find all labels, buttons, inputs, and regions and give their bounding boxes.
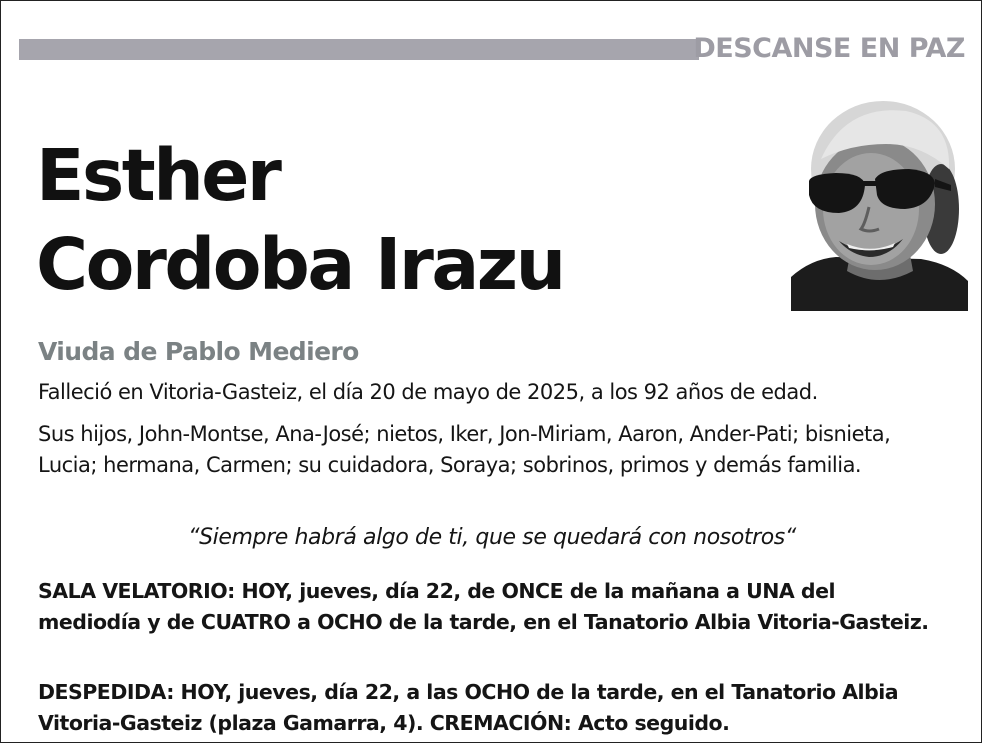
farewell-notice: DESPEDIDA: HOY, jueves, día 22, a las OCHO de la tarde, en el Tanatorio Albia Vitoria-Gasteiz (plaza Gamarra, 4). CREMACIÓN: Acto seguido. <box>38 680 899 735</box>
section-label: DESCANSE EN PAZ <box>693 33 965 64</box>
header-rule <box>19 39 699 60</box>
portrait-photo <box>791 99 968 311</box>
deceased-name <box>36 131 564 309</box>
widow-of-subtitle: Viuda de Pablo Mediero <box>38 337 359 366</box>
family-list: Sus hijos, John-Montse, Ana-José; nietos, Iker, Jon-Miriam, Aaron, Ander-Pati; bisnieta, Lucia; hermana, Carmen; su cuidadora, Soraya; sobrinos, primos y demás familia. <box>38 422 891 477</box>
first-name: Esther <box>36 134 280 217</box>
wake-notice: SALA VELATORIO: HOY, jueves, día 22, de ONCE de la mañana a UNA del mediodía y de CUATRO a OCHO de la tarde, en el Tanatorio Albia Vitoria-Gasteiz. <box>38 579 929 634</box>
memorial-quote: “Siempre habrá algo de ti, que se quedará con nosotros“ <box>188 525 796 550</box>
death-notice: Falleció en Vitoria-Gasteiz, el día 20 de mayo de 2025, a los 92 años de edad. <box>38 380 818 404</box>
surnames: Cordoba Irazu <box>36 223 564 306</box>
